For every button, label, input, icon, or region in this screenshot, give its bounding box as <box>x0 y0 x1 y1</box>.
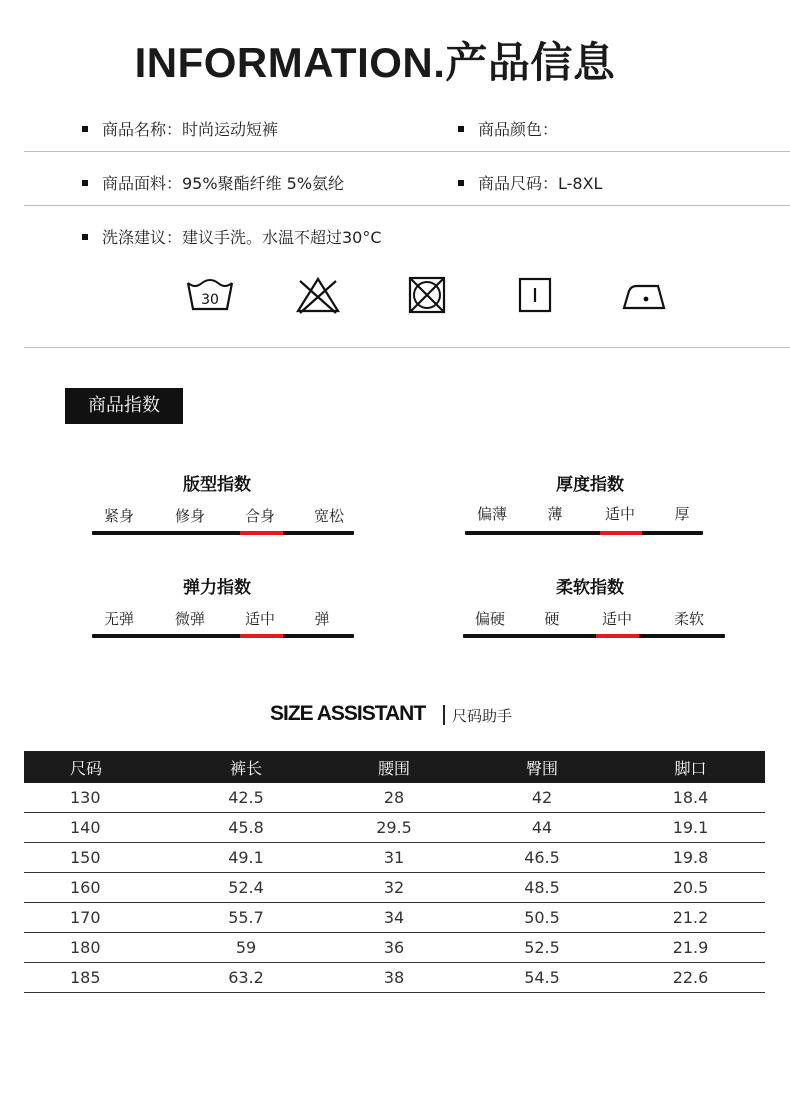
size-table <box>24 751 765 993</box>
table-row <box>24 903 765 933</box>
table-cell: 42.5 <box>172 783 320 813</box>
info-product-color <box>458 117 558 140</box>
index-bar <box>465 531 703 535</box>
index-bar <box>92 634 354 638</box>
index-marker <box>240 531 283 535</box>
line-dry-icon <box>510 275 560 315</box>
table-cell: 32 <box>320 873 468 903</box>
info-product-color-text: 商品颜色： <box>478 120 559 139</box>
index-label-selected: 适中 <box>244 610 276 628</box>
do-not-tumble-dry-icon <box>402 275 452 315</box>
table-cell: 45.8 <box>172 813 320 843</box>
column-header: 脚口 <box>616 751 765 783</box>
column-header: 腰围 <box>320 751 468 783</box>
divider <box>24 151 790 152</box>
wash-30-icon <box>185 275 235 315</box>
page-title: INFORMATION.产品信息 <box>134 39 616 86</box>
index-label: 硬 <box>544 610 560 628</box>
title-separator <box>443 705 445 725</box>
table-cell: 36 <box>320 933 468 963</box>
divider <box>24 347 790 348</box>
table-row <box>24 933 765 963</box>
index-marker <box>600 531 642 535</box>
bullet-icon <box>82 180 88 186</box>
table-row <box>24 963 765 993</box>
index-label: 厚 <box>674 505 690 523</box>
table-cell: 21.9 <box>616 933 765 963</box>
index-label: 微弹 <box>174 610 206 628</box>
table-row <box>24 813 765 843</box>
table-row <box>24 873 765 903</box>
section-tag: 商品指数 <box>65 388 183 424</box>
table-cell: 46.5 <box>468 843 616 873</box>
index-bar <box>92 531 354 535</box>
index-title: 厚度指数 <box>556 475 624 495</box>
table-cell: 63.2 <box>172 963 320 993</box>
index-bar <box>463 634 725 638</box>
index-label: 偏薄 <box>476 505 508 523</box>
index-label-selected: 适中 <box>604 505 636 523</box>
size-assistant-title: SIZE ASSISTANT <box>270 702 426 725</box>
table-cell: 34 <box>320 903 468 933</box>
table-cell: 55.7 <box>172 903 320 933</box>
table-cell: 54.5 <box>468 963 616 993</box>
index-label: 无弹 <box>103 610 135 628</box>
info-size-range <box>458 171 602 194</box>
table-cell: 22.6 <box>616 963 765 993</box>
size-assistant-subtitle: 尺码助手 <box>452 707 513 725</box>
iron-low-icon <box>620 275 670 315</box>
table-cell: 18.4 <box>616 783 765 813</box>
table-cell: 52.5 <box>468 933 616 963</box>
column-header: 裤长 <box>172 751 320 783</box>
svg-text:30: 30 <box>201 292 219 308</box>
index-marker <box>596 634 639 638</box>
table-cell: 48.5 <box>468 873 616 903</box>
table-cell: 19.8 <box>616 843 765 873</box>
bullet-icon <box>82 126 88 132</box>
index-title: 柔软指数 <box>556 578 624 598</box>
index-label: 柔软 <box>673 610 705 628</box>
table-row <box>24 783 765 813</box>
index-label-selected: 适中 <box>601 610 633 628</box>
index-label: 弹 <box>314 610 330 628</box>
table-cell: 140 <box>24 813 172 843</box>
do-not-bleach-icon <box>293 275 343 315</box>
info-fabric-text: 商品面料：95%聚酯纤维 5%氨纶 <box>102 174 345 193</box>
table-cell: 150 <box>24 843 172 873</box>
table-cell: 20.5 <box>616 873 765 903</box>
info-fabric <box>82 171 344 194</box>
column-header: 臀围 <box>468 751 616 783</box>
index-label: 紧身 <box>103 507 135 525</box>
table-cell: 185 <box>24 963 172 993</box>
table-header-row <box>24 751 765 783</box>
bullet-icon <box>458 180 464 186</box>
index-title: 版型指数 <box>183 475 251 495</box>
table-cell: 21.2 <box>616 903 765 933</box>
info-size-range-text: 商品尺码：L-8XL <box>478 174 603 193</box>
index-label: 修身 <box>174 507 206 525</box>
table-cell: 130 <box>24 783 172 813</box>
index-title: 弹力指数 <box>183 578 251 598</box>
index-label: 薄 <box>547 505 563 523</box>
bullet-icon <box>458 126 464 132</box>
table-cell: 50.5 <box>468 903 616 933</box>
table-cell: 19.1 <box>616 813 765 843</box>
table-cell: 160 <box>24 873 172 903</box>
table-cell: 44 <box>468 813 616 843</box>
table-cell: 170 <box>24 903 172 933</box>
info-product-name-text: 商品名称：时尚运动短裤 <box>102 120 279 139</box>
index-label-selected: 合身 <box>244 507 276 525</box>
table-cell: 29.5 <box>320 813 468 843</box>
index-label: 偏硬 <box>474 610 506 628</box>
table-cell: 28 <box>320 783 468 813</box>
table-cell: 42 <box>468 783 616 813</box>
table-cell: 38 <box>320 963 468 993</box>
info-wash <box>82 225 382 248</box>
table-row <box>24 843 765 873</box>
index-marker <box>240 634 283 638</box>
table-cell: 180 <box>24 933 172 963</box>
table-cell: 59 <box>172 933 320 963</box>
bullet-icon <box>82 234 88 240</box>
table-cell: 31 <box>320 843 468 873</box>
divider <box>24 205 790 206</box>
info-wash-text: 洗涤建议：建议手洗。水温不超过30°C <box>102 228 382 247</box>
table-cell: 52.4 <box>172 873 320 903</box>
info-product-name <box>82 117 278 140</box>
table-cell: 49.1 <box>172 843 320 873</box>
index-label: 宽松 <box>313 507 345 525</box>
column-header: 尺码 <box>24 751 172 783</box>
